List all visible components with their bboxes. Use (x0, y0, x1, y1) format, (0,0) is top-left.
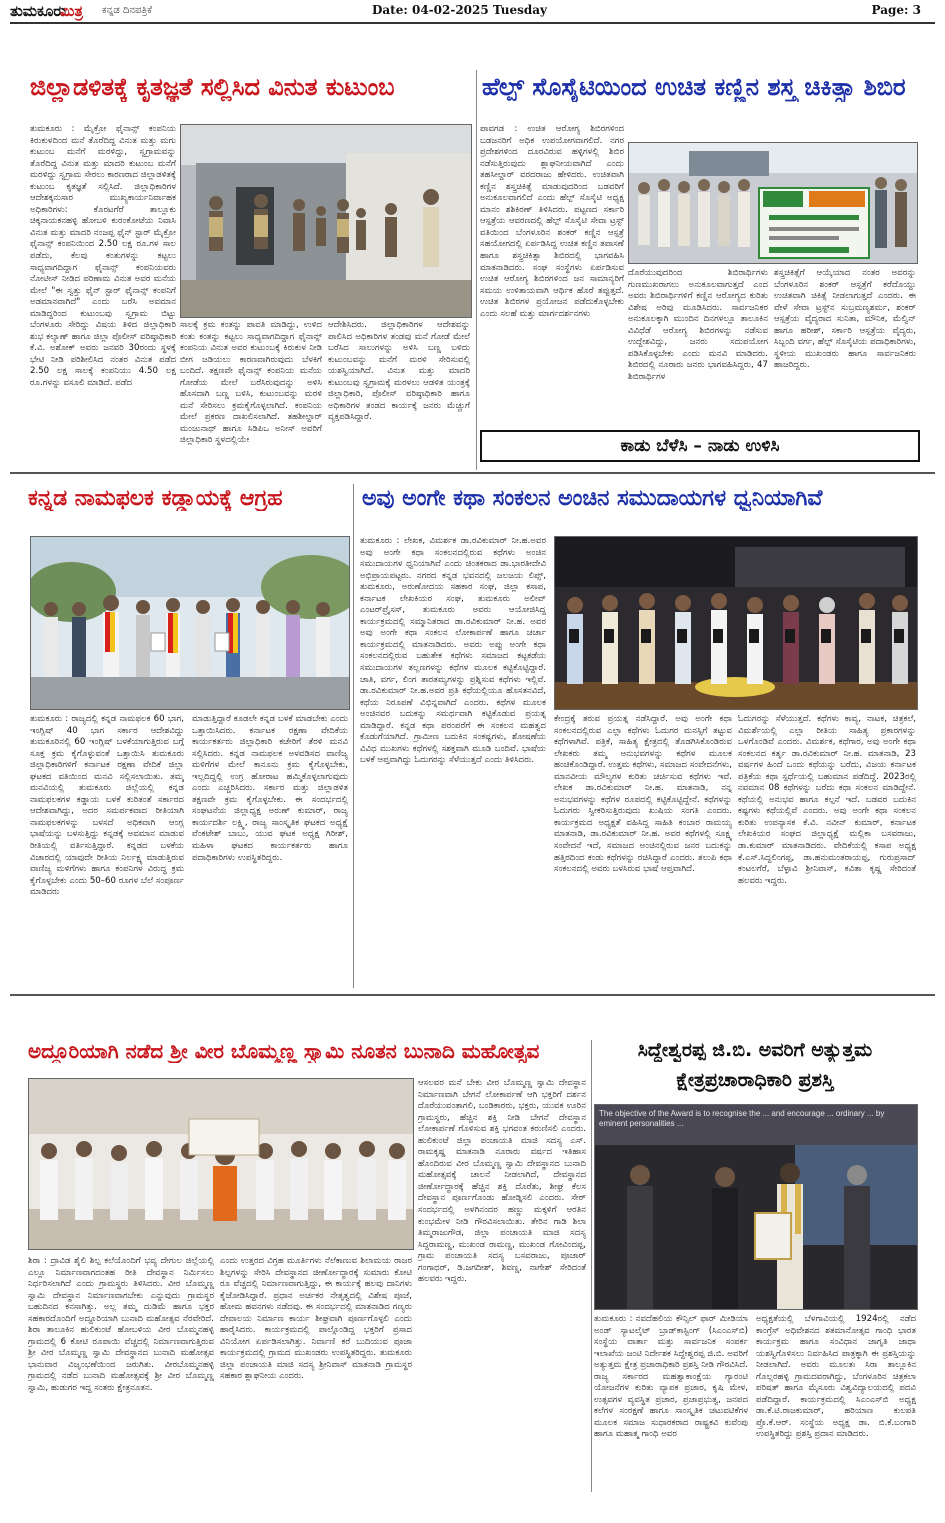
article-1-col-2: ಸಾಲಕ್ಕೆ ಕ್ರಮ ಕಂತನ್ನು ಪಾವತಿ ಮಾಡಿದ್ದು, ಉಳಿದ ಕಂತು ಕಂತನ್ನು ಕಟ್ಟಲು ಸಾಧ್ಯವಾಗದಿದ್ದಾಗ ಫೈನಾನ್ಸ್ ಕಂಪನಿಯ ವಿನುತ ಅವರ ಕುಟುಂಬಕ್ಕೆ ಕಿರುಕುಳ ನೀಡಿ ಬೀಗ ಜಡಿಯಲು ಕಾರಣವಾಗಿರುವುದು ಬೆಳಕಿಗೆ ಬಂದಿದೆ. ತಕ್ಷಣವೇ ಫೈನಾನ್ಸ್ ಕಂಪನಿಯ ಮನೆಯ ಗೋಡೆಯ ಮೇಲೆ ಬರೆಸಿರುವುದನ್ನು ಅಳಿಸಿ ಹೊಸದಾಗಿ ಬಣ್ಣ ಬಳಿಸಿ, ಕುಟುಂಬವನ್ನು ಮರಳಿ ಮನೆ ಸೇರಿಸಲು ಕ್ರಮಕೈಗೊಳ್ಳಲಾಗಿದೆ. ಕಂಪನಿಯ ಮೇಲೆ ಪ್ರಕರಣ ದಾಖಲಿಸಲಾಗಿದೆ. ತಹಶೀಲ್ದಾರ್ ಮಂಜುನಾಥ್ ಹಾಗೂ ಸಿಡಿಪಿಒ ಅನೀಸ್ ಅವರಿಗೆ ಜಿಲ್ಲಾಧಿಕಾರಿ ಸ್ಥಳದಲ್ಲಿಯೇ (180, 320, 322, 446)
eye-camp-photo-illustration (629, 143, 917, 263)
award-banner-text: The objective of the Award is to recognise the ... and encourage ... ordinary ... by eminent personalities ... (599, 1109, 885, 1128)
masthead-title-part2: ಮಿತ್ರ (60, 2, 83, 20)
article-1-col-1: ತುಮಕೂರು : ಮೈಕ್ರೋ ಫೈನಾನ್ಸ್ ಕಂಪನಿಯ ಕಿರುಕುಳದಿಂದ ಮನೆ ತೊರೆದಿದ್ದ ವಿನುತ ಮತ್ತು ಮಗು ಕುಟುಂಬ ಮನೆಗೆ ಮರಳಿದ್ದು, ಸ್ವಗ್ರಾಮವನ್ನು ತೊರೆದಿದ್ದ ವಿನುತ ಮತ್ತು ಮಾದರಿ ಕುಟುಂಬ ಮನೆಗೆ ಮರಳಿದ್ದು ಸ್ವಗ್ರಾಮ ಸೇರಲು ಕಾರಣರಾದ ಜಿಲ್ಲಾಡಳಿತಕ್ಕೆ ಕುಟುಂಬ ಕೃತಜ್ಞತೆ ಸಲ್ಲಿಸಿದೆ. ಜಿಲ್ಲಾಧಿಕಾರಿಗಳ ಆದೇಶಕ್ಕನುಸಾರ ಮುಖ್ಯಕಾರ್ಯನಿರ್ವಾಹಕ ಅಧಿಕಾರಿಗಳು: ಕೊರಟಗೆರೆ ತಾಲ್ಲೂಕು ಚಿಕ್ಕನಾಯಕನಹಳ್ಳಿ ಹೋಬಳಿ ಕುರಂಕೋಟೆಯ ನಿವಾಸಿ ವಿನುತ ಮತ್ತು ಮಾದರಿ ನಂಜಪ್ಪ ಫೈನ್ ಸ್ಟಾರ್ ಮೈಕ್ರೋ ಫೈನಾನ್ಸ್ ಕಂಪನಿಯಿಂದ 2.50 ಲಕ್ಷ ರೂ.ಗಳ ಸಾಲ ಪಡೆದು, ಕೆಲವು ಕಂತುಗಳನ್ನು ಕಟ್ಟಲು ಸಾಧ್ಯವಾಗದಿದ್ದಾಗ ಫೈನಾನ್ಸ್ ಕಂಪನಿಯವರು ನೋಟೀಸ್ ನೀಡಿದ ಪರಿಣಾಮ ವಿನುತ ಅವರ ಮನೆಯ ಮೇಲೆ "ಈ ಸ್ವತ್ತು ಫೈನ್ ಸ್ಟಾರ್ ಫೈನಾನ್ಸ್ ಕಂಪನಿಗೆ ಅಡಮಾನವಾಗಿದೆ" ಎಂದು ಬರೆಸಿ ಅವಮಾನ ಮಾಡಿದ್ದರಿಂದ ಕುಟುಂಬವು ಸ್ವಗ್ರಾಮ ಬಿಟ್ಟು ಬೆಂಗಳೂರು ಸೇರಿದ್ದು ವಿಷಯ ತಿಳಿದ ಜಿಲ್ಲಾಧಿಕಾರಿ ಶುಭ ಕಲ್ಯಾಣ್ ಹಾಗೂ ಜಿಲ್ಲಾ ಪೊಲೀಸ್ ವರಿಷ್ಠಾಧಿಕಾರಿ ಕೆ.ವಿ. ಅಶೋಕ್ ಅವರು ಜನವರಿ 30ರಂದು ಸ್ಥಳಕ್ಕೆ ಭೇಟಿ ನೀಡಿ ಪರಿಶೀಲಿಸಿದ ನಂತರ ವಿನುತ ಪಡೆದ 2.50 ಲಕ್ಷ ಸಾಲಕ್ಕೆ ಕಂಪನಿಯು 4.50 ಲಕ್ಷ ರೂ.ಗಳನ್ನು ವಸೂಲಿ ಮಾಡಿದೆ. ಪಡೆದ (30, 124, 176, 389)
article-2-headline: ಹೆಲ್ಪ್ ಸೊಸೈಟಿಯಿಂದ ಉಚಿತ ಕಣ್ಣಿನ ಶಸ್ತ್ರ ಚಿಕಿತ್ಸಾ ಶಿಬಿರ (482, 74, 906, 101)
masthead-title-part1: ತುಮಕೂರು (10, 2, 67, 20)
section-divider (10, 472, 935, 474)
article-1-photo (180, 124, 472, 318)
article-5-col-1: ಶಿರಾ : ದ್ರಾವಿಡ ಶೈಲಿ ಶಿಲ್ಪ ಕಲೆಯೊಂದಿಗೆ ಭವ್ಯ ದೇಗುಲ ಜಿಲ್ಲೆಯಲ್ಲಿ ಎಲ್ಲೂ ನಿರ್ಮಾಣವಾಗದಂತಹ ರೀತಿ ದೇವಸ್ಥಾನ ನಿರ್ಮಿಸಲು ನಿರ್ಧರಿಸಲಾಗಿದೆ ಎಂದು ಗ್ರಾಮಸ್ಥರು ತಿಳಿಸಿದರು. ವೀರ ಬೊಮ್ಮಣ್ಣ ಸ್ವಾಮಿ ದೇವಸ್ಥಾನ ನಿರ್ಮಾಣವಾಗಬೇಕು ಎನ್ನುವುದು ಗ್ರಾಮಸ್ಥರ ಬಹುದಿನದ ಕನಸಾಗಿತ್ತು. ಅಲ್ಲ ತಮ್ಮ ದುಡಿಮೆ ಹಾಗೂ ಭಕ್ತರ ಸಹಕಾರದೊಂದಿಗೆ ಅದ್ದೂರಿಯಾಗಿ ಬುನಾದಿ ಮಹೋತ್ಸವ ನೆರವೇರಿದೆ. ಶಿರಾ ತಾಲೂಕಿನ ಹುಲಿಕುಂಟೆ ಹೋಬಳಿಯ ವೀರ ಬೊಮ್ಮನಹಳ್ಳಿ ಗ್ರಾಮದಲ್ಲಿ 6 ಕೋಟಿ ರೂಪಾಯಿ ವೆಚ್ಚದಲ್ಲಿ ನಿರ್ಮಾಣವಾಗುತ್ತಿರುವ ಶ್ರೀ ವೀರ ಬೊಮ್ಮಣ್ಣ ಸ್ವಾಮಿ ದೇವಸ್ಥಾನದ ಬುನಾದಿ ಮಹೋತ್ಸವ ಭಾನುವಾರ ವಿಜೃಂಭಣೆಯಿಂದ ಜರುಗಿತು. ವೀರಬೊಮ್ಮನಹಳ್ಳಿ ಗ್ರಾಮದಲ್ಲಿ ನಡೆದ ಬುನಾದಿ ಮಹೋತ್ಸವಕ್ಕೆ ಶ್ರೀ ವೀರ ಬೊಮ್ಮಣ್ಣ ಸ್ವಾಮಿ, ಹುಡುಗರ ಇದ್ದ ಸಂತರು ಕ್ಷೇತ್ರನೂತನ. (28, 1256, 214, 1394)
article-3-photo (30, 536, 350, 710)
masthead-subtitle: ಕನ್ನಡ ದಿನಪತ್ರಿಕೆ (102, 5, 153, 16)
article-4-col-2: ಕೇಂದ್ರಕ್ಕೆ ತರುವ ಪ್ರಯತ್ನ ನಡೆಸಿದ್ದಾರೆ. ಅವು ಅಂಗೇ ಕಥಾ ಸಂಕಲನದಲ್ಲಿರುವ ಎಲ್ಲಾ ಕಥೆಗಳು ಓದುಗರ ಮನಸ್ಸಿಗೆ ತಟ್ಟುವ ಕಥೆಗಳಾಗಿವೆ. ಪತ್ರಿಕೆ, ಸಾಹಿತ್ಯ ಕ್ಷೇತ್ರದಲ್ಲಿ ತೊಡಗಿಸಿಕೊಂಡಿರುವ ಲೇಖಕರು ತಮ್ಮ ಅನುಭವಗಳನ್ನು ಕಥೆಗಳ ಮೂಲಕ ಹಂಚಿಕೊಂಡಿದ್ದಾರೆ. ಉತ್ತಮ ಕಥೆಗಳು, ಸಮಾಜದ ಸಂವೇದನೆಗಳು, ಮಾನವೀಯ ಮೌಲ್ಯಗಳ ಕುರಿತು ಚರ್ಚಿಸುವ ಕಥೆಗಳು ಇವೆ. ಲೇಖಕ ಡಾ.ರವಿಕುಮಾರ್ ನೀ.ಹ. ಮಾತನಾಡಿ, ನನ್ನ ಅನುಭವಗಳನ್ನು ಕಥೆಗಳ ರೂಪದಲ್ಲಿ ಕಟ್ಟಿಕೊಟ್ಟಿದ್ದೇನೆ. ಕಥೆಗಳನ್ನು ಓದುಗರು ಸ್ವೀಕರಿಸುತ್ತಿರುವುದು ಖುಷಿಯ ಸಂಗತಿ ಎಂದರು. ಕಾರ್ಯಕ್ರಮದ ಅಧ್ಯಕ್ಷತೆ ವಹಿಸಿದ್ದ ಸಾಹಿತಿ ಕಂಬಾರ ರಾಮಯ್ಯ ಮಾತನಾಡಿ, ಡಾ.ರವಿಕುಮಾರ್ ನೀ.ಹ. ಅವರ ಕಥೆಗಳಲ್ಲಿ ಸೂಕ್ಷ್ಮ ಸಂವೇದನೆ ಇದೆ, ಸಮಾಜದ ಅಂಚಿನಲ್ಲಿರುವ ಜನರ ಬದುಕನ್ನು ಹತ್ತಿರದಿಂದ ಕಂಡು ಕಥೆಗಳನ್ನು ರಚಿಸಿದ್ದಾರೆ ಎಂದರು. ತಲುಪಿ ಕಥಾ ಸಂಕಲನದಲ್ಲಿ ಅವರು ಬಳಸಿರುವ ಭಾಷೆ ಆಪ್ತವಾಗಿದೆ. (554, 714, 732, 875)
article-5-col-2: ಎಂದು ಉತ್ತರದ ವಿಗ್ರಹ ಮೂರ್ತಿಗಳು ನೆಲೆಕಾಣುವ ಶಿಲಾಮಯ ರಾಜರ ಶಿಲ್ಪಗಳನ್ನು ಸೇರಿಸಿ ದೇವಸ್ಥಾನದ ಜೀರ್ಣೋದ್ಧಾರಕ್ಕೆ ಸುಮಾರು ಕೋಟಿ ರೂ ವೆಚ್ಚದಲ್ಲಿ ನಿರ್ಮಾಣವಾಗುತ್ತಿದ್ದು, ಈ ಕಾರ್ಯಕ್ಕೆ ಹಲವು ದಾನಿಗಳು ಕೈಜೋಡಿಸಿದ್ದಾರೆ. ಪ್ರಧಾನ ಅರ್ಚಕರ ನೇತೃತ್ವದಲ್ಲಿ ವಿಶೇಷ ಪೂಜೆ, ಹೋಮ ಹವನಗಳು ನಡೆದವು. ಈ ಸಂದರ್ಭದಲ್ಲಿ ಮಾತನಾಡಿದ ಗಣ್ಯರು ದೇವಾಲಯ ನಿರ್ಮಾಣ ಕಾರ್ಯ ಶೀಘ್ರವಾಗಿ ಪೂರ್ಣಗೊಳ್ಳಲಿ ಎಂದು ಹಾರೈಸಿದರು. ಕಾರ್ಯಕ್ರಮದಲ್ಲಿ ಪಾಲ್ಗೊಂಡಿದ್ದ ಭಕ್ತರಿಗೆ ಪ್ರಸಾದ ವಿನಿಯೋಗ ಏರ್ಪಡಿಸಲಾಗಿತ್ತು. ನಿರ್ವಾಣಿ ಕರೆ ಬುದಿಯುವ ಪೂಜಾ ಕಾರ್ಯಕ್ರಮದಲ್ಲಿ ಗ್ರಾಮದ ಮುಖಂಡರು ಉಪಸ್ಥಿತರಿದ್ದರು. ತುಮಕೂರು ಜಿಲ್ಲಾ ಪಂಚಾಯತಿ ಮಾಜಿ ಸದಸ್ಯ ಶ್ರೀನಿವಾಸ್ ಮಾತನಾಡಿ ಗ್ರಾಮಸ್ಥರ ಸಹಕಾರ ಶ್ಲಾಘನೀಯ ಎಂದರು. (220, 1256, 412, 1382)
article-4-headline: ಅವು ಅಂಗೇ ಕಥಾ ಸಂಕಲನ ಅಂಚಿನ ಸಮುದಾಯಗಳ ಧ್ವನಿಯಾಗಿವೆ (362, 486, 823, 511)
page-number: Page: 3 (871, 3, 921, 17)
article-5-col-3: ಆಸಲವರ ಮನೆ ಬೇಕು ವೀರ ಬೊಮ್ಮಣ್ಣ ಸ್ವಾಮಿ ದೇವಸ್ಥಾನ ನಿರ್ಮಾಣವಾಗಿ ಬೇಗನೆ ಲೋಕಾರ್ಪಣೆ ಆಗಿ ಭಕ್ತರಿಗೆ ದರ್ಶನ ದೊರೆಯುವಂತಾಗಲಿ, ಬಂಡಿಕಾರರು, ಭಕ್ತರು, ಯುವಕ ಊರಿನ ಗ್ರಾಮಸ್ಥರು, ಹೆಚ್ಚಿನ ಶಕ್ತಿ ನೀಡಿ ಬೇಗನೆ ದೇವಸ್ಥಾನ ಲೋಕಾರ್ಪಣೆ ಗೊಳಿಸುವ ಶಕ್ತಿ ಭಗವಂತ ಕರುಣಿಸಲಿ ಎಂದರು. ಹುಲಿಕುಂಟೆ ಜಿಲ್ಲಾ ಪಂಚಾಯತಿ ಮಾಜಿ ಸದಸ್ಯ ಎಸ್. ರಾಮಕೃಷ್ಣ ಮಾತನಾಡಿ ನೂರಾರು ವರ್ಷದ ಇತಿಹಾಸ ಹೊಂದಿರುವ ವೀರ ಬೊಮ್ಮಣ್ಣ ಸ್ವಾಮಿ ದೇವಸ್ಥಾನದ ಬುನಾದಿ ಮಹೋತ್ಸವಕ್ಕೆ ಚಾಲನೆ ನೀಡಲಾಗಿದೆ, ದೇವಸ್ಥಾನದ ಜೀರ್ಣೋದ್ಧಾರಕ್ಕೆ ಹೆಚ್ಚಿನ ಶಕ್ತಿ ದೊರೆತು, ಶೀಘ್ರ ಕೆಲಸ ದೇವಸ್ಥಾನ ಪೂರ್ಣಗೊಂಡು ಹೋಡ್ನಿಸಲಿ ಎಂದರು. ಸೇಠ್ ಸಂದರ್ಭದಲ್ಲಿ ಅಳಗಿನಂದರ ಹಣ್ಣು ಮಕ್ಕಳಿಗೆ ಆರತಿನ ಕುಂಭಮೇಳ ನೀಡಿ ಗೌರವಿಸಲಾಯಿತು. ತೇರಿನ ಗಾಡಿ ಶಿಲಾ ತಿಮ್ಮರಾಜುಗೌಡ, ಜಿಲ್ಲಾ ಪಂಚಾಯತಿ ಮಾಜಿ ಸದಸ್ಯ ಸಿದ್ದರಾಮಣ್ಣ, ಮುಖಂಡ ರಾಮಣ್ಣ, ಮುಖಂಡ ಗೋವಿಂದಪ್ಪ, ಗ್ರಾಮ ಪಂಚಾಯತಿ ಸದಸ್ಯ ಬಸವರಾಜು, ಪೂಜಾರ್ ಗಂಗಾಧರ್, ಡಿ.ಜಗದೀಶ್, ಶಿವಣ್ಣ, ನಾಗೇಶ್ ಸೇರಿದಂತೆ ಹಲವರು ಇದ್ದರು. (418, 1078, 586, 1285)
article-3-col-1: ತುಮಕೂರು : ರಾಜ್ಯದಲ್ಲಿ ಕನ್ನಡ ನಾಮಫಲಕ 60 ಭಾಗ, ಇಂಗ್ಲಿಷ್ 40 ಭಾಗ ಸರ್ಕಾರ ಆದೇಶವಿದ್ದು ತುಮಕೂರಿನಲ್ಲಿ 60 ಇಂಗ್ಲಿಷ್ ಬಳಕೆಯಾಗುತ್ತಿರುವ ಬಗ್ಗೆ ಸೂಕ್ತ ಕ್ರಮ ಕೈಗೊಳ್ಳುವಂತೆ ಒತ್ತಾಯಿಸಿ ತುಮಕೂರು ಜಿಲ್ಲಾಧಿಕಾರಿಗಳಿಗೆ ಕರ್ನಾಟಕ ರಕ್ಷಣಾ ವೇದಿಕೆ ಜಿಲ್ಲಾ ಘಟಕದ ವತಿಯಿಂದ ಮನವಿ ಸಲ್ಲಿಸಲಾಯಿತು. ತಮ್ಮ ಮನವಿಯಲ್ಲಿ ತುಮಕೂರು ಜಿಲ್ಲೆಯಲ್ಲಿ ಕನ್ನಡ ನಾಮಫಲಕಗಳ ಕಡ್ಡಾಯ ಬಳಕೆ ಕುರಿತಂತೆ ಸರ್ಕಾರದ ಆದೇಶವಾಗಿದ್ದು, ಅದರ ಸಮರ್ಪಕವಾದ ರೀತಿಯಾಗಿ ನಾಮಫಲಕಗಳನ್ನು ಬಳಸದೆ ಅಧಿಕವಾಗಿ ಆಂಗ್ಲ ಭಾಷೆಯನ್ನು ಬಳಸುತ್ತಿದ್ದು ಕನ್ನಡಕ್ಕೆ ಅವಮಾನ ಮಾಡುವ ರೀತಿಯಲ್ಲಿ ವರ್ತಿಸುತ್ತಿದ್ದಾರೆ. ಕನ್ನಡದ ಬಳಕೆಯ ವಿಚಾರದಲ್ಲಿ ಯಾವುದೇ ರೀತಿಯ ನಿರ್ಲಕ್ಷ್ಯ ಮಾಡುತ್ತಿರುವ ವಾಣಿಜ್ಯ ಮಳಿಗೆಗಳು ಹಾಗೂ ಕಂಪನಿಗಳ ವಿರುದ್ಧ ಕ್ರಮ ಕೈಗೊಳ್ಳಬೇಕು ಎಂದು 50–60 ರೂಗಳ ಬೆಲೆ ಸಂಪೂರ್ಣ ಮಾಡಿದರು (30, 714, 184, 898)
article-3-headline: ಕನ್ನಡ ನಾಮಫಲಕ ಕಡ್ಡಾಯಕ್ಕೆ ಆಗ್ರಹ (28, 486, 283, 511)
article-1-col-3: ಆದೇಶಿಸಿದರು. ಜಿಲ್ಲಾಧಿಕಾರಿಗಳ ಆದೇಶವನ್ನು ಪಾಲಿಸಿದ ಅಧಿಕಾರಿಗಳ ತಂಡವು ಮನೆ ಗೋಡೆ ಮೇಲೆ ಬರೆಸಿದ ಸಾಲುಗಳನ್ನು ಅಳಿಸಿ ಬಣ್ಣ ಬಳಿದು ಕುಟುಂಬವನ್ನು ಮನೆಗೆ ಮರಳಿ ಸೇರಿಸುವಲ್ಲಿ ಯಶಸ್ವಿಯಾಗಿದೆ. ವಿನುತ ಮತ್ತು ಮಾದರಿ ಕುಟುಂಬವು ಸ್ವಗ್ರಾಮಕ್ಕೆ ಮರಳಲು ಆಡಳಿತ ಯಂತ್ರಕ್ಕೆ ಜಿಲ್ಲಾಧಿಕಾರಿ, ಪೊಲೀಸ್ ವರಿಷ್ಠಾಧಿಕಾರಿ ಹಾಗೂ ಅಧಿಕಾರಿಗಳ ತಂಡದ ಕಾರ್ಯಕ್ಕೆ ಜನರು ಮೆಚ್ಚುಗೆ ವ್ಯಕ್ತಪಡಿಸಿದ್ದಾರೆ. (328, 320, 470, 423)
column-divider (591, 1040, 592, 1492)
article-2-col-1: ಪಾವಗಡ : ಉಚಿತ ಆರೋಗ್ಯ ಶಿಬಿರಗಳಿಂದ ಬಡಜನರಿಗೆ ಅಧಿಕ ಉಪಯೋಗವಾಗಲಿದೆ. ನಗರ ಪ್ರದೇಶಗಳಿಂದ ದೂರವಿರುವ ಹಳ್ಳಿಗಳಲ್ಲಿ ಶಿಬಿರ ನಡೆಸುತ್ತಿರುವುದು ಶ್ಲಾಘನೀಯವಾಗಿದೆ ಎಂದು ತಹಸೀಲ್ದಾರ್ ವರದರಾಜು ಹೇಳಿದರು. ಉಚಿತವಾಗಿ ಕಣ್ಣಿನ ಶಸ್ತ್ರಚಿಕಿತ್ಸೆ ಮಾಡುವುದರಿಂದ ಬಡವರಿಗೆ ಅನುಕೂಲವಾಗಲಿದೆ ಎಂದು ಹೆಲ್ಪ್ ಸೊಸೈಟಿ ಅಧ್ಯಕ್ಷ ಮಾನಂ ಶಶಿಕಿರಣ್ ತಿಳಿಸಿದರು. ಪಟ್ಟಣದ ಸರ್ಕಾರಿ ಆಸ್ಪತ್ರೆಯ ಆವರಣದಲ್ಲಿ ಹೆಲ್ಪ್ ಸೊಸೈಟಿ ಸೇವಾ ಟ್ರಸ್ಟ್ ವತಿಯಿಂದ ಬೆಂಗಳೂರಿನ ಶಂಕರ್ ಕಣ್ಣಿನ ಆಸ್ಪತ್ರೆ ಸಹಯೋಗದಲ್ಲಿ ಏರ್ಪಡಿಸಿದ್ದ ಉಚಿತ ಕಣ್ಣಿನ ತಪಾಸಣೆ ಹಾಗೂ ಶಸ್ತ್ರಚಿಕಿತ್ಸಾ ಶಿಬಿರದಲ್ಲಿ ಭಾಗವಹಿಸಿ ಮಾತನಾಡಿದರು. ಸಂಘ ಸಂಸ್ಥೆಗಳು ಏರ್ಪಡಿಸುವ ಉಚಿತ ಆರೋಗ್ಯ ಶಿಬಿರಗಳಿಂದ ಜನ ಸಾಮಾನ್ಯರಿಗೆ ಸಮಯ ಉಳಿತಾಯವಾಗಿ ಆರ್ಥಿಕ ಹೊರೆ ತಪ್ಪುತ್ತದೆ. ಉಚಿತ ಶಿಬಿರಗಳ ಪ್ರಯೋಜನ ಪಡೆದುಕೊಳ್ಳಬೇಕು ಎಂದು ಸಲಹೆ ಮತ್ತು ಮಾರ್ಗದರ್ಶನಗಳು (480, 124, 624, 319)
article-1-headline: ಜಿಲ್ಲಾಡಳಿತಕ್ಕೆ ಕೃತಜ್ಞತೆ ಸಲ್ಲಿಸಿದ ವಿನುತ ಕುಟುಂಬ (30, 74, 395, 101)
column-divider (476, 70, 477, 470)
column-divider (353, 484, 354, 988)
family-photo-illustration (181, 125, 471, 317)
article-2-col-2: ದೊರೆಯುವುದರಿಂದ ಶಿಬಿರಾರ್ಥಿಗಳು ಗುಣಮುಖರಾಗಲು ಅನುಕೂಲವಾಗುತ್ತದೆ ಎಂದ ಅವರು ಶಿಬಿರಾರ್ಥಿಗಳಿಗೆ ಕಣ್ಣಿನ ಆರೋಗ್ಯದ ಕುರಿತು ವಿಶೇಷ ಅರಿವು ಮೂಡಿಸಿದರು. ಸಾರ್ವಜನಿಕರ ಅನುಕೂಲಕ್ಕಾಗಿ ಮುಂದಿನ ದಿನಗಳಲ್ಲೂ ತಾಲೂಕಿನ ವಿವಿಧೆಡೆ ಆರೋಗ್ಯ ಶಿಬಿರಗಳನ್ನು ನಡೆಸುವ ಉದ್ದೇಶವಿದ್ದು, ಜನರು ಸದುಪಯೋಗ ಪಡಿಸಿಕೊಳ್ಳಬೇಕು ಎಂದು ಮನವಿ ಮಾಡಿದರು. ಶಿಬಿರದಲ್ಲಿ ನೂರಾರು ಜನರು ಭಾಗವಹಿಸಿದ್ದರು, 47 ಶಿಬಿರಾರ್ಥಿಗಳ (628, 268, 768, 382)
article-6-headline-line-1: ಸಿದ್ದೇಶ್ವರಪ್ಪ ಜಿ.ಬಿ. ಅವರಿಗೆ ಅತ್ಯುತ್ತಮ (637, 1040, 873, 1061)
article-5-photo (28, 1078, 414, 1250)
article-6-col-2: ಅಧ್ಯಕ್ಷತೆಯಲ್ಲಿ ಬೆಳಗಾವಿಯಲ್ಲಿ 1924ರಲ್ಲಿ ನಡೆದ ಕಾಂಗ್ರೆಸ್ ಅಧಿವೇಶನದ ಶತಮಾನೋತ್ಸವ ಗಾಂಧಿ ಭಾರತ ಕಾರ್ಯಕ್ರಮ ಹಾಗೂ ಸಂವಿಧಾನ ಜಾಗೃತಿ ಜಾಥಾ ಯಶಸ್ವಿಗೊಳಿಸಲು ನಿರ್ವಹಿಸಿದ ಪಾತ್ರಕ್ಕಾಗಿ ಈ ಪ್ರಶಸ್ತಿಯನ್ನು ನೀಡಲಾಗಿದೆ. ಅವರು ಮೂಲತಃ ಸಿರಾ ತಾಲ್ಲೂಕಿನ ಗೊಲ್ಲರಹಳ್ಳಿ ಗ್ರಾಮದವರಾಗಿದ್ದು, ಬೆಂಗಳೂರಿನ ಚಿತ್ರಕಲಾ ಪರಿಷತ್ ಹಾಗೂ ಮೈಸೂರು ವಿಶ್ವವಿದ್ಯಾಲಯದಲ್ಲಿ ಪದವಿ ಪಡೆದಿದ್ದಾರೆ. ಕಾರ್ಯಕ್ರಮದಲ್ಲಿ ಸಿಎಂಎಸ್‌ಬಿ ಅಧ್ಯಕ್ಷ ಡಾ.ಕೆ.ಟಿ.ರಾಜಕುಮಾರ್, ಹರಿಯಾಣ ಕುಲಪತಿ ಪ್ರೊ.ಕೆ.ಆರ್. ಸಂಸ್ಥೆಯ ಅಧ್ಯಕ್ಷ ಡಾ. ಬಿ.ಕೆ.ಬಂಗಾರಿ ಉಪಸ್ಥಿತರಿದ್ದು ಪ್ರಶಸ್ತಿ ಪ್ರದಾನ ಮಾಡಿದರು. (756, 1314, 916, 1440)
section-divider (10, 994, 935, 996)
masthead (10, 0, 935, 24)
masthead-date: Date: 04-02-2025 Tuesday (372, 3, 547, 17)
award-ceremony-photo-illustration (595, 1105, 917, 1309)
article-3-col-2: ಮಾಡುತ್ತಿದ್ದಾರೆ ಕೂಡಲೇ ಕನ್ನಡ ಬಳಕೆ ಮಾಡಬೇಕು ಎಂದು ಒತ್ತಾಯಿಸಿದರು. ಕರ್ನಾಟಕ ರಕ್ಷಣಾ ವೇದಿಕೆಯ ಕಾರ್ಯಕರ್ತರು ಜಿಲ್ಲಾಧಿಕಾರಿ ಕಚೇರಿಗೆ ತೆರಳಿ ಮನವಿ ಸಲ್ಲಿಸಿದರು. ಕನ್ನಡ ನಾಮಫಲಕ ಅಳವಡಿಸದ ವಾಣಿಜ್ಯ ಮಳಿಗೆಗಳ ಮೇಲೆ ಕಾನೂನು ಕ್ರಮ ಕೈಗೊಳ್ಳಬೇಕು, ಇಲ್ಲದಿದ್ದಲ್ಲಿ ಉಗ್ರ ಹೋರಾಟ ಹಮ್ಮಿಕೊಳ್ಳಲಾಗುವುದು ಎಂದು ಎಚ್ಚರಿಸಿದರು. ಸರ್ಕಾರ ಮತ್ತು ಜಿಲ್ಲಾಡಳಿತ ತಕ್ಷಣವೇ ಕ್ರಮ ಕೈಗೊಳ್ಳಬೇಕು. ಈ ಸಂದರ್ಭದಲ್ಲಿ ಸಂಘಟನೆಯ ಜಿಲ್ಲಾಧ್ಯಕ್ಷ ಅರುಣ್ ಕುಮಾರ್, ರಾಜ್ಯ ಕಾರ್ಯದರ್ಶಿ ಲಕ್ಷ್ಮಿ, ರಾಜ್ಯ ಸಾಂಸ್ಕೃತಿಕ ಘಟಕದ ಅಧ್ಯಕ್ಷೆ ವೆಂಕಟೇಶ್ ಬಾಬು, ಯುವ ಘಟಕ ಅಧ್ಯಕ್ಷ ಗಿರೀಶ್, ಮಹಿಳಾ ಘಟಕದ ಕಾರ್ಯಕರ್ತರು ಹಾಗೂ ಪದಾಧಿಕಾರಿಗಳು ಉಪಸ್ಥಿತರಿದ್ದರು. (192, 714, 348, 863)
book-release-photo-illustration (555, 537, 917, 709)
article-6-col-1: ತುಮಕೂರು : ನವದೆಹಲಿಯ ಕೌನ್ಸಿಲ್ ಫಾರ್ ಮೀಡಿಯಾ ಅಂಡ್ ಸ್ಯಾಟಲೈಟ್ ಬ್ರಾಡ್‌ಕಾಸ್ಟಿಂಗ್ (ಸಿಎಂಎಸ್‌ಬಿ) ಸಂಸ್ಥೆಯ ವಾರ್ತಾ ಮತ್ತು ಸಾರ್ವಜನಿಕ ಸಂಪರ್ಕ ಇಲಾಖೆಯ ಜಂಟಿ ನಿರ್ದೇಶಕ ಸಿದ್ದೇಶ್ವರಪ್ಪ ಜಿ.ಬಿ. ಅವರಿಗೆ ಅತ್ಯುತ್ತಮ ಕ್ಷೇತ್ರ ಪ್ರಚಾರಾಧಿಕಾರಿ ಪ್ರಶಸ್ತಿ ನೀಡಿ ಗೌರವಿಸಿದೆ. ರಾಜ್ಯ ಸರ್ಕಾರದ ಮಹತ್ವಾಕಾಂಕ್ಷೆಯ ಗ್ಯಾರಂಟಿ ಯೋಜನೆಗಳ ಕುರಿತು ವ್ಯಾಪಕ ಪ್ರಚಾರ, ಕೃಷಿ ಮೇಳ, ಉತ್ಸವಗಳ ವ್ಯವಸ್ಥಿತ ಪ್ರಚಾರ, ಪ್ರಜಾಪ್ರಭುತ್ವ, ಜನಪದ ಕಲೆಗಳ ಸಂರಕ್ಷಣೆ ಹಾಗೂ ಸಾಂಸ್ಕೃತಿಕ ಚಟುವಟಿಕೆಗಳ ಮೂಲಕ ಸಮಾಜ ಸುಧಾರಕರಾದ ರಾಷ್ಟ್ರಕವಿ ಕುವೆಂಪು ಹಾಗೂ ಮಹಾತ್ಮ ಗಾಂಧಿ ಅವರ (594, 1314, 748, 1440)
temple-ceremony-photo-illustration (29, 1079, 413, 1249)
article-4-col-3: ಓದುಗರನ್ನು ಸೆಳೆಯುತ್ತದೆ. ಕಥೆಗಳು ಕಾವ್ಯ, ನಾಟಕ, ಚಿತ್ರಕಲೆ, ವಿಮರ್ಶೆಯಲ್ಲಿ ಎಲ್ಲಾ ರೀತಿಯ ಸಾಹಿತ್ಯ ಪ್ರಕಾರಗಳನ್ನು ಒಳಗೊಂಡಿವೆ ಎಂದರು. ವಿಮರ್ಶಕ, ಕಥೆಗಾರ, ಅವು ಅಂಗೇ ಕಥಾ ಸಂಕಲನದ ಕರ್ತೃ ಡಾ.ರವಿಕುಮಾರ್ ನೀ.ಹ. ಮಾತನಾಡಿ, 23 ವರ್ಷಗಳ ಹಿಂದೆ ಒಂದು ಕಥೆಯನ್ನು ಬರೆದು, ವಿಜಯ ಕರ್ನಾಟಕ ಪತ್ರಿಕೆಯ ಕಥಾ ಸ್ಪರ್ಧೆಯಲ್ಲಿ ಬಹುಮಾನ ಪಡೆದಿದ್ದೆ. 2023ರಲ್ಲಿ ನವಮಾನ 08 ಕಥೆಗಳನ್ನು ಬರೆದು ಕಥಾ ಸಂಕಲನ ಮಾಡಿದ್ದೇನೆ. ಕಥೆಯಲ್ಲಿ ಅನುಭವ ಹಾಗೂ ಕಲ್ಪನೆ ಇದೆ. ಬಡವರ ಬದುಕಿನ ಕಷ್ಟಗಳು ಕಥೆಯಲ್ಲಿವೆ ಎಂದರು. ಅವು ಅಂಗೇ ಕಥಾ ಸಂಕಲನ ಕುರಿತು ಉಪನ್ಯಾಸಕ ಕೆ.ವಿ. ನವೀನ್ ಕುಮಾರ್, ಕರ್ನಾಟಕ ಲೇಖಕಿಯರ ಸಂಘದ ಜಿಲ್ಲಾಧ್ಯಕ್ಷೆ ಮಲ್ಲಿಕಾ ಬಸವರಾಜು, ಡಾ.ಕುಮಾರ್ ಮಾತನಾಡಿದರು. ವೇದಿಕೆಯಲ್ಲಿ ಕಸಾಪ ಅಧ್ಯಕ್ಷ ಕೆ.ಎಸ್.ಸಿದ್ದಲಿಂಗಪ್ಪ, ಡಾ.ಹನುಮಂತರಾಯಪ್ಪ, ಗುರುಪ್ರಸಾದ್ ಕಂಟಲಗೆರೆ, ಬೆಳ್ಳಾವಿ ಶ್ರೀನಿವಾಸ್, ಕವಿತಾ ಕೃಷ್ಣ ಸೇರಿದಂತೆ ಹಲವರು ಇದ್ದರು. (738, 714, 916, 886)
article-6-headline-line-2: ಕ್ಷೇತ್ರಪ್ರಚಾರಾಧಿಕಾರಿ ಪ್ರಶಸ್ತಿ (676, 1070, 834, 1091)
article-2-col-3: ಶಸ್ತ್ರಚಿಕಿತ್ಸೆಗೆ ಆಯ್ಕೆಯಾದ ನಂತರ ಅವರನ್ನು ಬೆಂಗಳೂರಿನ ಶಂಕರ್ ಆಸ್ಪತ್ರೆಗೆ ಕರೆದೊಯ್ದು ಉಚಿತವಾಗಿ ಚಿಕಿತ್ಸೆ ನೀಡಲಾಗುತ್ತದೆ ಎಂದರು. ಈ ವೇಳೆ ಸೇವಾ ಟ್ರಸ್ಟ್‌ನ ಸುಬ್ರಮಣ್ಯಶರ್ಮ, ಶಂಕರ್ ಆಸ್ಪತ್ರೆಯ ವೈದ್ಯರಾದ ಸುನಿತಾ, ಮೌನಿಕ, ಮೆಲ್ವಿನ್ ಹಾಗೂ ಹರೀಶ್, ಸರ್ಕಾರಿ ಆಸ್ಪತ್ರೆಯ ವೈದ್ಯರು, ಸಿಬ್ಬಂದಿ ವರ್ಗ, ಹೆಲ್ಪ್ ಸೊಸೈಟಿಯ ಪದಾಧಿಕಾರಿಗಳು, ಸ್ಥಳೀಯ ಮುಖಂಡರು ಹಾಗೂ ಸಾರ್ವಜನಿಕರು ಹಾಜರಿದ್ದರು. (774, 268, 916, 371)
article-5-headline: ಅದ್ದೂರಿಯಾಗಿ ನಡೆದ ಶ್ರೀ ವೀರ ಬೊಮ್ಮಣ್ಣ ಸ್ವಾಮಿ ನೂತನ ಬುನಾದಿ ಮಹೋತ್ಸವ (28, 1040, 540, 1063)
article-4-photo (554, 536, 918, 710)
article-4-col-1: ತುಮಕೂರು : ಲೇಖಕ, ವಿಮರ್ಶಕ ಡಾ.ರವಿಕುಮಾರ್ ನೀ.ಹ.ಅವರ ಅವು ಅಂಗೇ ಕಥಾ ಸಂಕಲನದಲ್ಲಿರುವ ಕಥೆಗಳು ಅಂಚಿನ ಸಮುದಾಯಗಳ ಧ್ವನಿಯಾಗಿವೆ ಎಂದು ಚಿಂತಕರಾದ ಡಾ.ಭಾರತೀದೇವಿ ಅಭಿಪ್ರಾಯಪಟ್ಟರು. ನಗರದ ಕನ್ನಡ ಭವನದಲ್ಲಿ ಜಲಜಯ ಲಿಪ್ಸ್, ತುಮಕೂರು, ಅರುಣೋದಯ ಸಹಕಾರ ಸಂಘ, ಜಿಲ್ಲಾ ಕಸಾಪ, ಕರ್ನಾಟಕ ಲೇಖಕಿಯರ ಸಂಘ, ತುಮಕೂರು ಅಲೀವ್ ಎಂಟರ್‌ಪ್ರೈಸಸ್, ತುಮಕೂರು ಅವರು ಆಯೋಜಿಸಿದ್ದ ಕಾರ್ಯಕ್ರಮದಲ್ಲಿ ಸಮ್ಮಾನಿತರಾದ ಡಾ.ರವಿಕುಮಾರ್ ನೀ.ಹ. ಅವರ ಅವು ಅಂಗೇ ಕಥಾ ಸಂಕಲನ ಲೋಕಾರ್ಪಣೆ ಹಾಗೂ ಚರ್ಚಾ ಕಾರ್ಯಕ್ರಮದಲ್ಲಿ ಮಾತನಾಡಿದರು. ಅವರು ಅಪ್ಪು ಅಂಗೇ ಕಥಾ ಸಂಕಲನದಲ್ಲಿರುವ ಬಹುತೇಕ ಕಥೆಗಳು ಸಮಾಜದ ಕಟ್ಟಕಡೆಯ ಸಮುದಾಯಗಳ ತಲ್ಲಣಗಳನ್ನು ಕಥೆಗಳ ಮೂಲಕ ಕಟ್ಟಿಕೊಟ್ಟಿದ್ದಾರೆ. ಜಾತಿ, ವರ್ಗ, ಲಿಂಗ ತಾರತಮ್ಯಗಳನ್ನು ಪ್ರಶ್ನಿಸುವ ಕಥೆಗಳು ಇಲ್ಲಿವೆ. ಡಾ.ರವಿಕುಮಾರ್ ನೀ.ಹ.ಅವರ ಪ್ರತಿ ಕಥೆಯಲ್ಲಿಯೂ ಹೊಸತನವಿದೆ, ಕಥೆಯ ನಿರೂಪಣೆ ವಿಭಿನ್ನವಾಗಿದೆ ಎಂದರು. ಕಥೆಗಳ ಮೂಲಕ ಅಂಚಿನವರ ಬದುಕನ್ನು ಸಮರ್ಥವಾಗಿ ಕಟ್ಟಿಕೊಡುವ ಪ್ರಯತ್ನ ಮಾಡಿದ್ದಾರೆ. ಕನ್ನಡ ಕಥಾ ಪರಂಪರೆಗೆ ಈ ಸಂಕಲನ ಮಹತ್ವದ ಕೊಡುಗೆಯಾಗಿದೆ. ಗ್ರಾಮೀಣ ಬದುಕಿನ ಸಂಕಷ್ಟಗಳು, ಶೋಷಣೆಯ ವಿವಿಧ ಮುಖಗಳು ಕಥೆಗಳಲ್ಲಿ ಸಶಕ್ತವಾಗಿ ಮೂಡಿ ಬಂದಿವೆ. ಭಾಷೆಯ ಬಳಕೆ ಆಪ್ತವಾಗಿದ್ದು ಓದುಗರನ್ನು ಸೆಳೆಯುತ್ತದೆ ಎಂದು ತಿಳಿಸಿದರು. (360, 536, 546, 766)
article-6-photo (594, 1104, 918, 1310)
slogan-box: ಕಾಡು ಬೆಳೆಸಿ – ನಾಡು ಉಳಿಸಿ (480, 430, 920, 462)
protest-group-photo-illustration (31, 537, 349, 709)
article-2-photo (628, 142, 918, 264)
